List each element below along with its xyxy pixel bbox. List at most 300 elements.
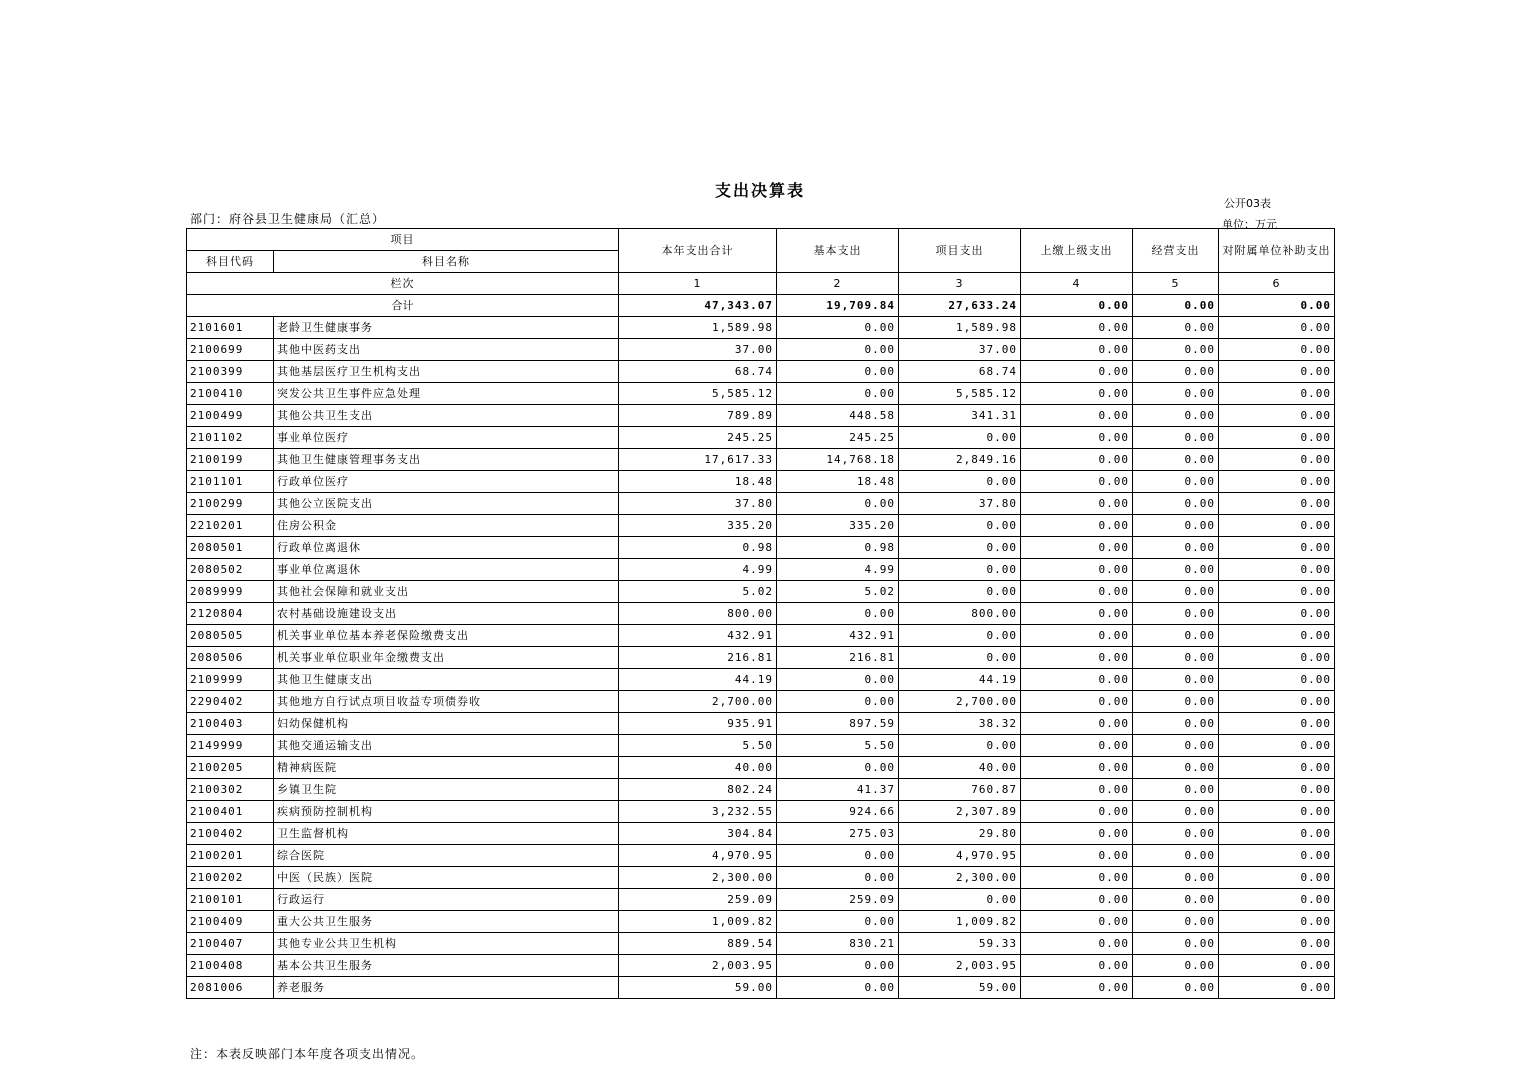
header-col6: 对附属单位补助支出 xyxy=(1219,229,1335,273)
subsidy-cell: 0.00 xyxy=(1219,955,1335,977)
subject-name-cell: 其他公共卫生支出 xyxy=(274,405,619,427)
total-cell: 0.00 xyxy=(1133,295,1219,317)
subject-code-cell: 2100399 xyxy=(187,361,274,383)
subject-name-cell: 中医（民族）医院 xyxy=(274,867,619,889)
subject-code-cell: 2080502 xyxy=(187,559,274,581)
subject-name-cell: 其他中医药支出 xyxy=(274,339,619,361)
subject-name-cell: 重大公共卫生服务 xyxy=(274,911,619,933)
total-expense-cell: 259.09 xyxy=(619,889,777,911)
subject-name-cell: 行政单位离退休 xyxy=(274,537,619,559)
header-col5: 经营支出 xyxy=(1133,229,1219,273)
total-cell: 47,343.07 xyxy=(619,295,777,317)
subject-name-cell: 行政运行 xyxy=(274,889,619,911)
operating-expense-cell: 0.00 xyxy=(1133,801,1219,823)
table-row xyxy=(187,823,1335,845)
table-row xyxy=(187,801,1335,823)
project-expense-cell: 800.00 xyxy=(899,603,1021,625)
subsidy-cell: 0.00 xyxy=(1219,471,1335,493)
total-cell: 0.00 xyxy=(1219,295,1335,317)
remit-superior-cell: 0.00 xyxy=(1021,559,1133,581)
project-expense-cell: 38.32 xyxy=(899,713,1021,735)
project-expense-cell: 2,300.00 xyxy=(899,867,1021,889)
subject-name-cell: 农村基础设施建设支出 xyxy=(274,603,619,625)
index-cell: 1 xyxy=(619,273,777,295)
header-col3: 项目支出 xyxy=(899,229,1021,273)
operating-expense-cell: 0.00 xyxy=(1133,449,1219,471)
project-expense-cell: 0.00 xyxy=(899,537,1021,559)
subject-name-cell: 事业单位医疗 xyxy=(274,427,619,449)
operating-expense-cell: 0.00 xyxy=(1133,977,1219,999)
header-code: 科目代码 xyxy=(187,251,274,273)
basic-expense-cell: 432.91 xyxy=(777,625,899,647)
total-expense-cell: 4.99 xyxy=(619,559,777,581)
remit-superior-cell: 0.00 xyxy=(1021,911,1133,933)
operating-expense-cell: 0.00 xyxy=(1133,515,1219,537)
subsidy-cell: 0.00 xyxy=(1219,383,1335,405)
subsidy-cell: 0.00 xyxy=(1219,515,1335,537)
footnote: 注：本表反映部门本年度各项支出情况。 xyxy=(190,1047,425,1061)
subject-code-cell: 2120804 xyxy=(187,603,274,625)
operating-expense-cell: 0.00 xyxy=(1133,823,1219,845)
table-row xyxy=(187,537,1335,559)
operating-expense-cell: 0.00 xyxy=(1133,955,1219,977)
remit-superior-cell: 0.00 xyxy=(1021,625,1133,647)
subsidy-cell: 0.00 xyxy=(1219,713,1335,735)
department-label: 部门：府谷县卫生健康局（汇总） xyxy=(190,212,386,226)
subject-name-cell: 机关事业单位基本养老保险缴费支出 xyxy=(274,625,619,647)
subject-code-cell: 2100199 xyxy=(187,449,274,471)
subject-name-cell: 其他卫生健康管理事务支出 xyxy=(274,449,619,471)
operating-expense-cell: 0.00 xyxy=(1133,603,1219,625)
remit-superior-cell: 0.00 xyxy=(1021,735,1133,757)
total-expense-cell: 216.81 xyxy=(619,647,777,669)
subject-code-cell: 2100402 xyxy=(187,823,274,845)
operating-expense-cell: 0.00 xyxy=(1133,559,1219,581)
subject-name-cell: 养老服务 xyxy=(274,977,619,999)
operating-expense-cell: 0.00 xyxy=(1133,625,1219,647)
basic-expense-cell: 5.50 xyxy=(777,735,899,757)
subject-code-cell: 2100403 xyxy=(187,713,274,735)
subject-code-cell: 2100201 xyxy=(187,845,274,867)
table-row xyxy=(187,757,1335,779)
subject-code-cell: 2210201 xyxy=(187,515,274,537)
project-expense-cell: 0.00 xyxy=(899,471,1021,493)
subject-code-cell: 2100409 xyxy=(187,911,274,933)
basic-expense-cell: 0.00 xyxy=(777,603,899,625)
subsidy-cell: 0.00 xyxy=(1219,845,1335,867)
basic-expense-cell: 0.00 xyxy=(777,691,899,713)
total-expense-cell: 1,589.98 xyxy=(619,317,777,339)
remit-superior-cell: 0.00 xyxy=(1021,867,1133,889)
subject-name-cell: 其他基层医疗卫生机构支出 xyxy=(274,361,619,383)
operating-expense-cell: 0.00 xyxy=(1133,669,1219,691)
subject-code-cell: 2109999 xyxy=(187,669,274,691)
remit-superior-cell: 0.00 xyxy=(1021,317,1133,339)
subject-name-cell: 其他社会保障和就业支出 xyxy=(274,581,619,603)
index-label: 栏次 xyxy=(187,273,619,295)
project-expense-cell: 68.74 xyxy=(899,361,1021,383)
total-expense-cell: 802.24 xyxy=(619,779,777,801)
subject-name-cell: 其他地方自行试点项目收益专项债券收 xyxy=(274,691,619,713)
subsidy-cell: 0.00 xyxy=(1219,625,1335,647)
project-expense-cell: 29.80 xyxy=(899,823,1021,845)
table-row xyxy=(187,559,1335,581)
header-project: 项目 xyxy=(187,229,619,251)
subject-name-cell: 精神病医院 xyxy=(274,757,619,779)
subject-name-cell: 其他专业公共卫生机构 xyxy=(274,933,619,955)
table-row xyxy=(187,449,1335,471)
subject-name-cell: 老龄卫生健康事务 xyxy=(274,317,619,339)
subject-name-cell: 卫生监督机构 xyxy=(274,823,619,845)
table-row xyxy=(187,647,1335,669)
remit-superior-cell: 0.00 xyxy=(1021,845,1133,867)
table-row xyxy=(187,625,1335,647)
total-expense-cell: 889.54 xyxy=(619,933,777,955)
subject-name-cell: 其他卫生健康支出 xyxy=(274,669,619,691)
table-row xyxy=(187,581,1335,603)
subsidy-cell: 0.00 xyxy=(1219,867,1335,889)
basic-expense-cell: 0.00 xyxy=(777,493,899,515)
table-row xyxy=(187,669,1335,691)
subject-name-cell: 妇幼保健机构 xyxy=(274,713,619,735)
remit-superior-cell: 0.00 xyxy=(1021,955,1133,977)
project-expense-cell: 37.80 xyxy=(899,493,1021,515)
operating-expense-cell: 0.00 xyxy=(1133,691,1219,713)
table-row xyxy=(187,911,1335,933)
subsidy-cell: 0.00 xyxy=(1219,537,1335,559)
remit-superior-cell: 0.00 xyxy=(1021,361,1133,383)
subject-code-cell: 2100699 xyxy=(187,339,274,361)
remit-superior-cell: 0.00 xyxy=(1021,493,1133,515)
remit-superior-cell: 0.00 xyxy=(1021,647,1133,669)
basic-expense-cell: 0.00 xyxy=(777,911,899,933)
project-expense-cell: 0.00 xyxy=(899,625,1021,647)
project-expense-cell: 2,849.16 xyxy=(899,449,1021,471)
total-expense-cell: 789.89 xyxy=(619,405,777,427)
table-row xyxy=(187,713,1335,735)
total-expense-cell: 935.91 xyxy=(619,713,777,735)
project-expense-cell: 0.00 xyxy=(899,515,1021,537)
subsidy-cell: 0.00 xyxy=(1219,405,1335,427)
subject-name-cell: 机关事业单位职业年金缴费支出 xyxy=(274,647,619,669)
project-expense-cell: 2,700.00 xyxy=(899,691,1021,713)
operating-expense-cell: 0.00 xyxy=(1133,339,1219,361)
project-expense-cell: 37.00 xyxy=(899,339,1021,361)
subject-code-cell: 2100499 xyxy=(187,405,274,427)
project-expense-cell: 0.00 xyxy=(899,647,1021,669)
subject-name-cell: 住房公积金 xyxy=(274,515,619,537)
total-expense-cell: 37.00 xyxy=(619,339,777,361)
subject-name-cell: 基本公共卫生服务 xyxy=(274,955,619,977)
subject-code-cell: 2100407 xyxy=(187,933,274,955)
project-expense-cell: 760.87 xyxy=(899,779,1021,801)
subsidy-cell: 0.00 xyxy=(1219,427,1335,449)
subject-name-cell: 其他公立医院支出 xyxy=(274,493,619,515)
operating-expense-cell: 0.00 xyxy=(1133,713,1219,735)
project-expense-cell: 1,589.98 xyxy=(899,317,1021,339)
subject-code-cell: 2100205 xyxy=(187,757,274,779)
index-cell: 2 xyxy=(777,273,899,295)
index-cell: 4 xyxy=(1021,273,1133,295)
subject-code-cell: 2101102 xyxy=(187,427,274,449)
project-expense-cell: 5,585.12 xyxy=(899,383,1021,405)
operating-expense-cell: 0.00 xyxy=(1133,867,1219,889)
header-name: 科目名称 xyxy=(274,251,619,273)
subject-code-cell: 2101101 xyxy=(187,471,274,493)
total-expense-cell: 304.84 xyxy=(619,823,777,845)
basic-expense-cell: 0.00 xyxy=(777,361,899,383)
table-row xyxy=(187,603,1335,625)
subsidy-cell: 0.00 xyxy=(1219,647,1335,669)
remit-superior-cell: 0.00 xyxy=(1021,669,1133,691)
subject-code-cell: 2081006 xyxy=(187,977,274,999)
operating-expense-cell: 0.00 xyxy=(1133,757,1219,779)
subject-code-cell: 2089999 xyxy=(187,581,274,603)
operating-expense-cell: 0.00 xyxy=(1133,647,1219,669)
subsidy-cell: 0.00 xyxy=(1219,449,1335,471)
operating-expense-cell: 0.00 xyxy=(1133,779,1219,801)
total-expense-cell: 0.98 xyxy=(619,537,777,559)
basic-expense-cell: 259.09 xyxy=(777,889,899,911)
subject-name-cell: 突发公共卫生事件应急处理 xyxy=(274,383,619,405)
total-expense-cell: 1,009.82 xyxy=(619,911,777,933)
total-expense-cell: 5.50 xyxy=(619,735,777,757)
subsidy-cell: 0.00 xyxy=(1219,911,1335,933)
table-row xyxy=(187,867,1335,889)
subject-code-cell: 2100410 xyxy=(187,383,274,405)
index-cell: 5 xyxy=(1133,273,1219,295)
remit-superior-cell: 0.00 xyxy=(1021,405,1133,427)
table-row xyxy=(187,735,1335,757)
subject-code-cell: 2100101 xyxy=(187,889,274,911)
project-expense-cell: 0.00 xyxy=(899,889,1021,911)
operating-expense-cell: 0.00 xyxy=(1133,537,1219,559)
basic-expense-cell: 0.00 xyxy=(777,757,899,779)
basic-expense-cell: 4.99 xyxy=(777,559,899,581)
subsidy-cell: 0.00 xyxy=(1219,581,1335,603)
total-expense-cell: 335.20 xyxy=(619,515,777,537)
total-row xyxy=(187,295,1335,317)
basic-expense-cell: 0.00 xyxy=(777,317,899,339)
basic-expense-cell: 924.66 xyxy=(777,801,899,823)
table-row xyxy=(187,317,1335,339)
subject-code-cell: 2100299 xyxy=(187,493,274,515)
remit-superior-cell: 0.00 xyxy=(1021,515,1133,537)
operating-expense-cell: 0.00 xyxy=(1133,735,1219,757)
project-expense-cell: 2,307.89 xyxy=(899,801,1021,823)
remit-superior-cell: 0.00 xyxy=(1021,581,1133,603)
project-expense-cell: 2,003.95 xyxy=(899,955,1021,977)
total-expense-cell: 432.91 xyxy=(619,625,777,647)
total-expense-cell: 800.00 xyxy=(619,603,777,625)
project-expense-cell: 59.00 xyxy=(899,977,1021,999)
basic-expense-cell: 0.00 xyxy=(777,669,899,691)
table-row xyxy=(187,889,1335,911)
total-expense-cell: 2,003.95 xyxy=(619,955,777,977)
header-col1: 本年支出合计 xyxy=(619,229,777,273)
table-row xyxy=(187,427,1335,449)
basic-expense-cell: 0.00 xyxy=(777,383,899,405)
basic-expense-cell: 0.00 xyxy=(777,339,899,361)
operating-expense-cell: 0.00 xyxy=(1133,383,1219,405)
total-expense-cell: 2,300.00 xyxy=(619,867,777,889)
basic-expense-cell: 335.20 xyxy=(777,515,899,537)
project-expense-cell: 0.00 xyxy=(899,581,1021,603)
basic-expense-cell: 41.37 xyxy=(777,779,899,801)
total-cell: 27,633.24 xyxy=(899,295,1021,317)
total-expense-cell: 5,585.12 xyxy=(619,383,777,405)
subject-name-cell: 乡镇卫生院 xyxy=(274,779,619,801)
table-row xyxy=(187,691,1335,713)
project-expense-cell: 0.00 xyxy=(899,427,1021,449)
project-expense-cell: 4,970.95 xyxy=(899,845,1021,867)
project-expense-cell: 0.00 xyxy=(899,735,1021,757)
total-cell: 19,709.84 xyxy=(777,295,899,317)
operating-expense-cell: 0.00 xyxy=(1133,361,1219,383)
index-row xyxy=(187,273,1335,295)
remit-superior-cell: 0.00 xyxy=(1021,933,1133,955)
table-row xyxy=(187,471,1335,493)
subject-code-cell: 2100408 xyxy=(187,955,274,977)
operating-expense-cell: 0.00 xyxy=(1133,889,1219,911)
subject-name-cell: 行政单位医疗 xyxy=(274,471,619,493)
table-row xyxy=(187,493,1335,515)
remit-superior-cell: 0.00 xyxy=(1021,757,1133,779)
total-cell: 0.00 xyxy=(1021,295,1133,317)
project-expense-cell: 1,009.82 xyxy=(899,911,1021,933)
table-row xyxy=(187,405,1335,427)
header-row-project xyxy=(187,229,1335,251)
unit-label: 单位：万元 xyxy=(1222,218,1277,231)
subsidy-cell: 0.00 xyxy=(1219,559,1335,581)
subject-name-cell: 事业单位离退休 xyxy=(274,559,619,581)
table-row xyxy=(187,339,1335,361)
total-label: 合计 xyxy=(187,295,619,317)
subject-code-cell: 2290402 xyxy=(187,691,274,713)
remit-superior-cell: 0.00 xyxy=(1021,691,1133,713)
total-expense-cell: 4,970.95 xyxy=(619,845,777,867)
index-cell: 6 xyxy=(1219,273,1335,295)
subsidy-cell: 0.00 xyxy=(1219,317,1335,339)
table-row xyxy=(187,977,1335,999)
index-cell: 3 xyxy=(899,273,1021,295)
basic-expense-cell: 0.00 xyxy=(777,977,899,999)
basic-expense-cell: 14,768.18 xyxy=(777,449,899,471)
remit-superior-cell: 0.00 xyxy=(1021,823,1133,845)
subsidy-cell: 0.00 xyxy=(1219,889,1335,911)
remit-superior-cell: 0.00 xyxy=(1021,713,1133,735)
subsidy-cell: 0.00 xyxy=(1219,669,1335,691)
remit-superior-cell: 0.00 xyxy=(1021,427,1133,449)
total-expense-cell: 40.00 xyxy=(619,757,777,779)
table-row xyxy=(187,383,1335,405)
remit-superior-cell: 0.00 xyxy=(1021,977,1133,999)
subsidy-cell: 0.00 xyxy=(1219,603,1335,625)
subsidy-cell: 0.00 xyxy=(1219,339,1335,361)
operating-expense-cell: 0.00 xyxy=(1133,933,1219,955)
project-expense-cell: 44.19 xyxy=(899,669,1021,691)
basic-expense-cell: 18.48 xyxy=(777,471,899,493)
total-expense-cell: 2,700.00 xyxy=(619,691,777,713)
basic-expense-cell: 0.98 xyxy=(777,537,899,559)
table-row xyxy=(187,361,1335,383)
remit-superior-cell: 0.00 xyxy=(1021,383,1133,405)
subject-name-cell: 综合医院 xyxy=(274,845,619,867)
basic-expense-cell: 448.58 xyxy=(777,405,899,427)
operating-expense-cell: 0.00 xyxy=(1133,471,1219,493)
operating-expense-cell: 0.00 xyxy=(1133,845,1219,867)
subsidy-cell: 0.00 xyxy=(1219,823,1335,845)
basic-expense-cell: 275.03 xyxy=(777,823,899,845)
total-expense-cell: 59.00 xyxy=(619,977,777,999)
subject-code-cell: 2080501 xyxy=(187,537,274,559)
operating-expense-cell: 0.00 xyxy=(1133,581,1219,603)
project-expense-cell: 59.33 xyxy=(899,933,1021,955)
subject-code-cell: 2149999 xyxy=(187,735,274,757)
subject-code-cell: 2080505 xyxy=(187,625,274,647)
total-expense-cell: 17,617.33 xyxy=(619,449,777,471)
total-expense-cell: 5.02 xyxy=(619,581,777,603)
basic-expense-cell: 216.81 xyxy=(777,647,899,669)
project-expense-cell: 40.00 xyxy=(899,757,1021,779)
table-row xyxy=(187,845,1335,867)
remit-superior-cell: 0.00 xyxy=(1021,889,1133,911)
page-title: 支出决算表 xyxy=(714,181,805,200)
remit-superior-cell: 0.00 xyxy=(1021,779,1133,801)
operating-expense-cell: 0.00 xyxy=(1133,493,1219,515)
operating-expense-cell: 0.00 xyxy=(1133,317,1219,339)
header-col4: 上缴上级支出 xyxy=(1021,229,1133,273)
basic-expense-cell: 0.00 xyxy=(777,867,899,889)
remit-superior-cell: 0.00 xyxy=(1021,537,1133,559)
subject-code-cell: 2080506 xyxy=(187,647,274,669)
header-col2: 基本支出 xyxy=(777,229,899,273)
basic-expense-cell: 5.02 xyxy=(777,581,899,603)
remit-superior-cell: 0.00 xyxy=(1021,603,1133,625)
subsidy-cell: 0.00 xyxy=(1219,361,1335,383)
operating-expense-cell: 0.00 xyxy=(1133,427,1219,449)
project-expense-cell: 0.00 xyxy=(899,559,1021,581)
basic-expense-cell: 0.00 xyxy=(777,845,899,867)
total-expense-cell: 68.74 xyxy=(619,361,777,383)
remit-superior-cell: 0.00 xyxy=(1021,471,1133,493)
subsidy-cell: 0.00 xyxy=(1219,933,1335,955)
form-number: 公开03表 xyxy=(1224,197,1271,210)
subsidy-cell: 0.00 xyxy=(1219,691,1335,713)
total-expense-cell: 3,232.55 xyxy=(619,801,777,823)
total-expense-cell: 245.25 xyxy=(619,427,777,449)
remit-superior-cell: 0.00 xyxy=(1021,449,1133,471)
operating-expense-cell: 0.00 xyxy=(1133,911,1219,933)
operating-expense-cell: 0.00 xyxy=(1133,405,1219,427)
project-expense-cell: 341.31 xyxy=(899,405,1021,427)
total-expense-cell: 44.19 xyxy=(619,669,777,691)
remit-superior-cell: 0.00 xyxy=(1021,801,1133,823)
table-row xyxy=(187,779,1335,801)
subsidy-cell: 0.00 xyxy=(1219,735,1335,757)
table-row xyxy=(187,955,1335,977)
total-expense-cell: 37.80 xyxy=(619,493,777,515)
basic-expense-cell: 0.00 xyxy=(777,955,899,977)
subject-name-cell: 疾病预防控制机构 xyxy=(274,801,619,823)
subject-code-cell: 2101601 xyxy=(187,317,274,339)
subsidy-cell: 0.00 xyxy=(1219,801,1335,823)
subsidy-cell: 0.00 xyxy=(1219,757,1335,779)
expenditure-table xyxy=(186,228,1335,999)
subject-code-cell: 2100202 xyxy=(187,867,274,889)
subsidy-cell: 0.00 xyxy=(1219,493,1335,515)
basic-expense-cell: 245.25 xyxy=(777,427,899,449)
